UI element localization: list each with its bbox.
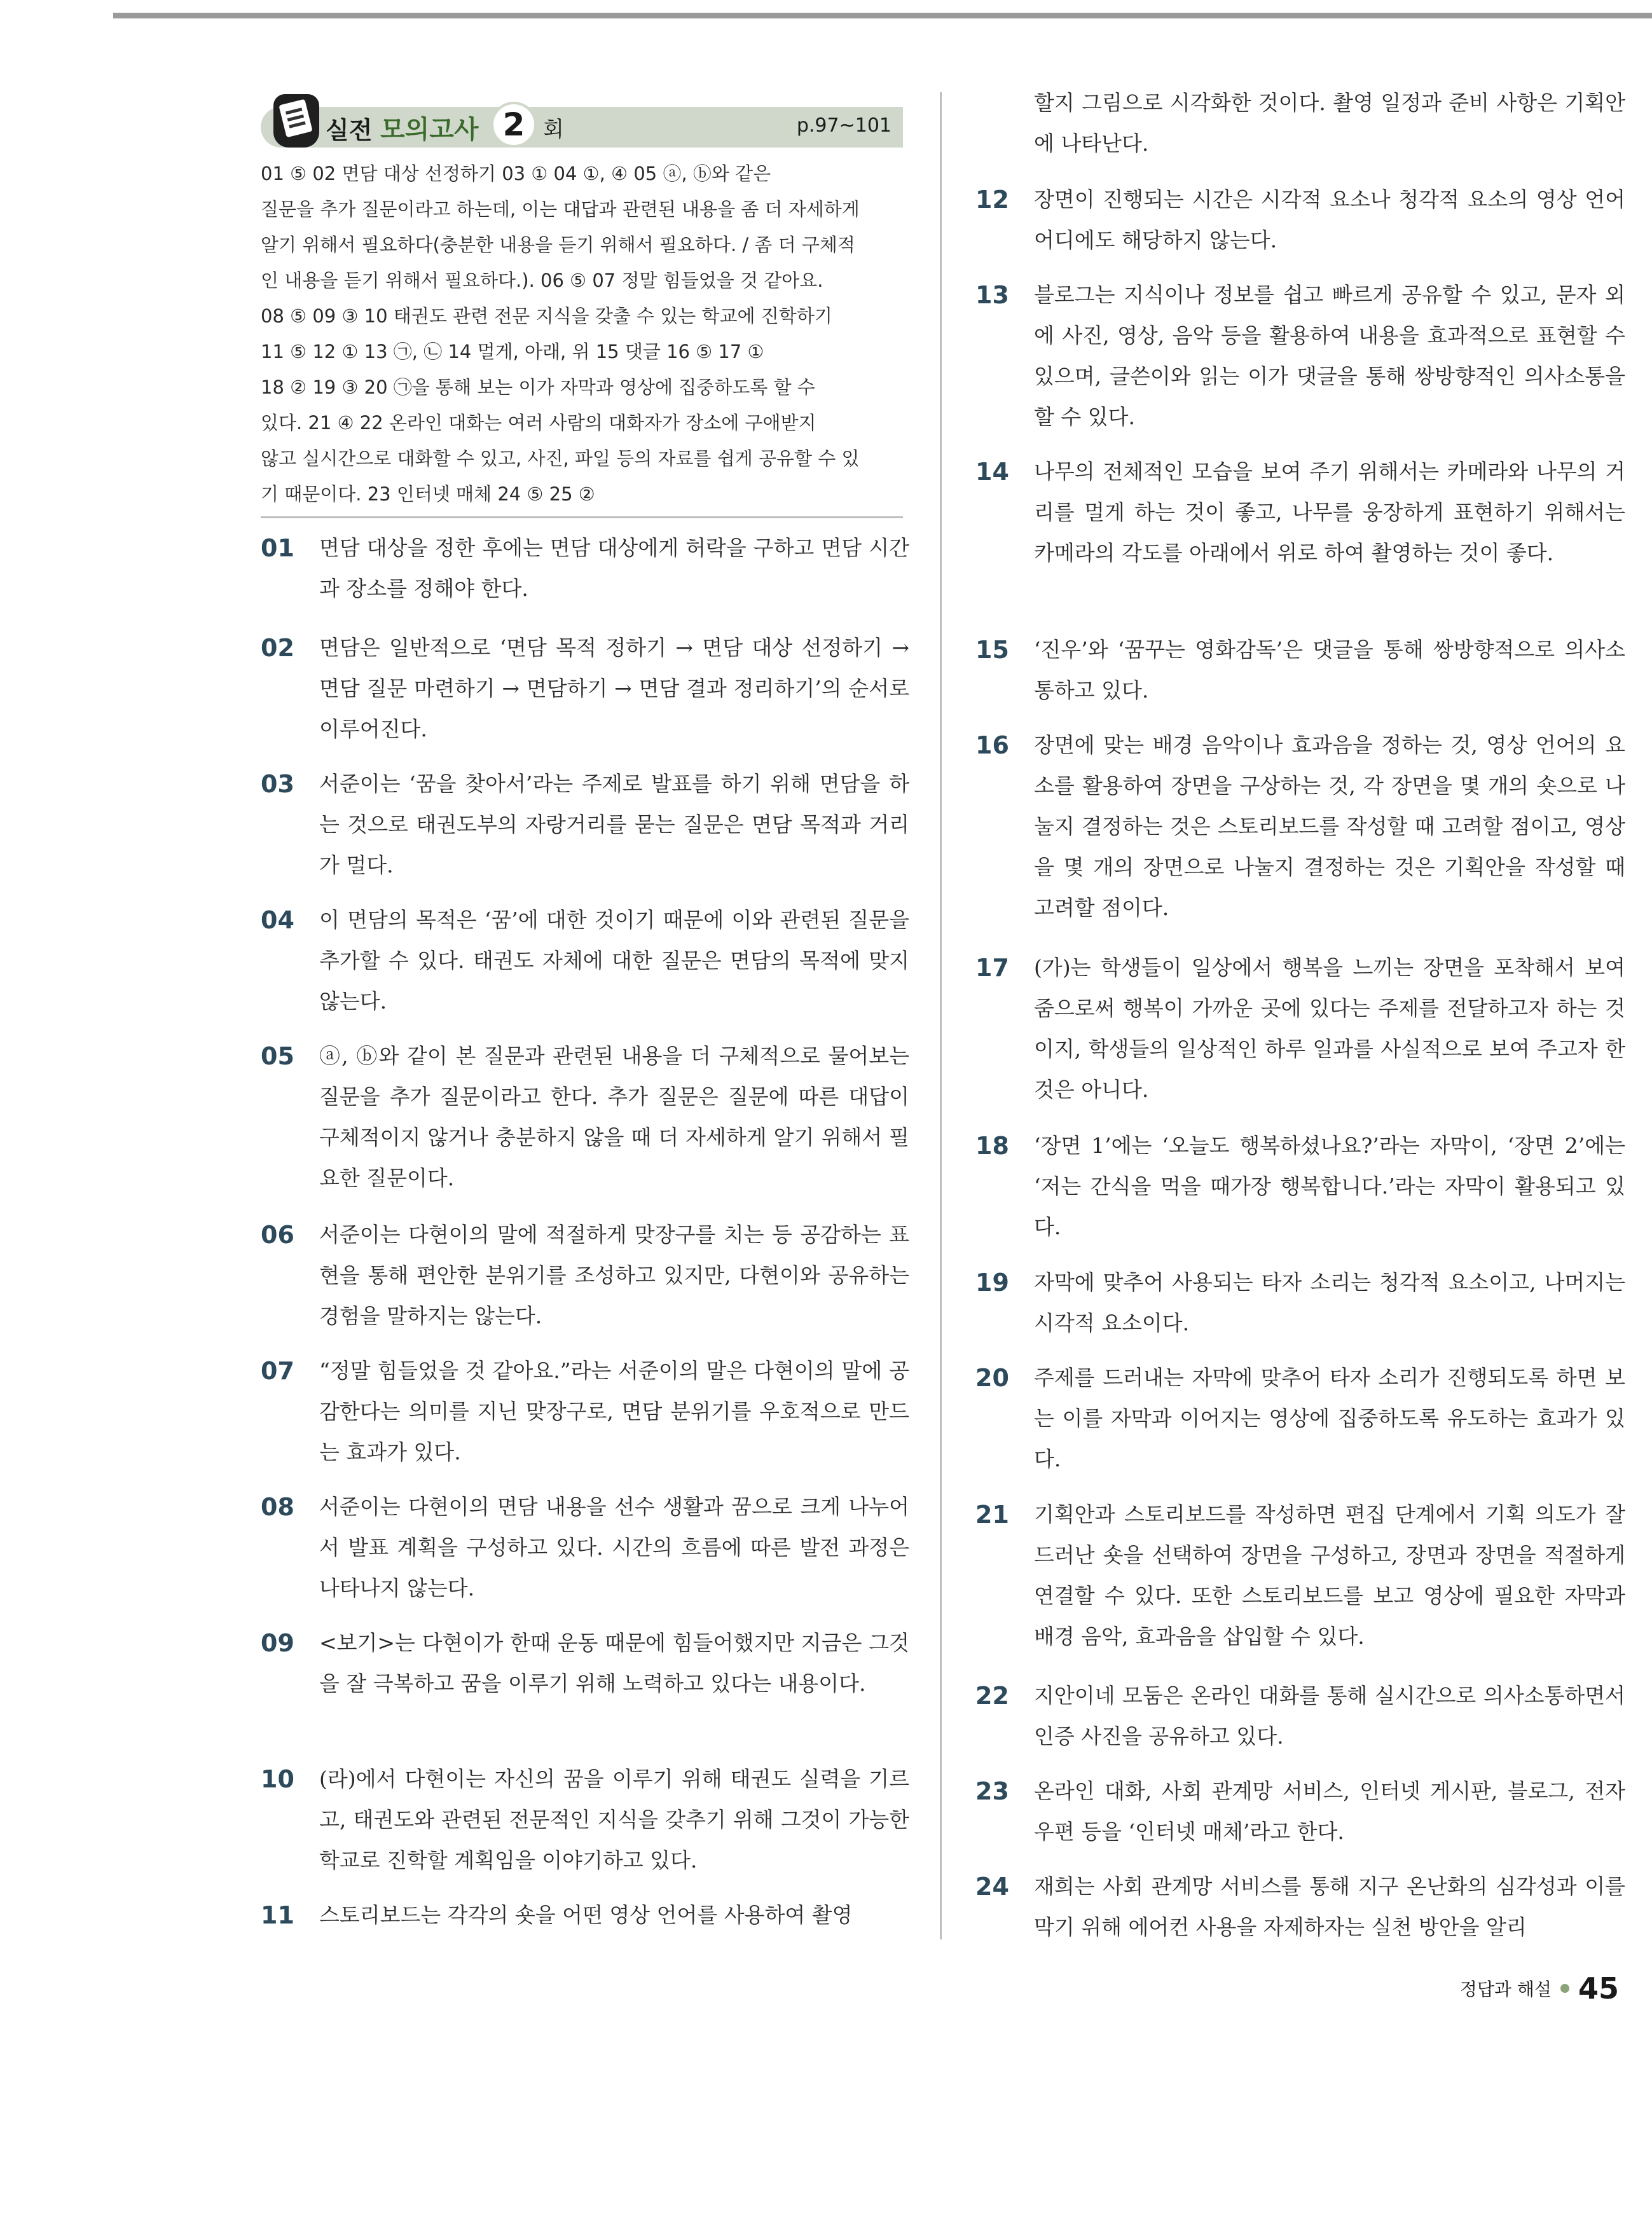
section-banner	[261, 102, 903, 148]
item-number: 13	[975, 281, 1009, 309]
item-number: 21	[975, 1501, 1009, 1529]
item-number: 16	[975, 731, 1009, 759]
item-text: 스토리보드는 각각의 숏을 어떤 영상 언어를 사용하여 촬영	[319, 1903, 853, 1927]
page-number: 45	[1578, 1971, 1619, 2006]
item-number: 12	[975, 186, 1009, 214]
item-number: 15	[975, 636, 1009, 664]
item-number: 06	[261, 1221, 294, 1249]
summary-line: 기 때문이다. 23 인터넷 매체 24 ⑤ 25 ②	[261, 483, 595, 505]
item-text: 나무의 전체적인 모습을 보여 주기 위해서는 카메라와 나무의 거리를 멀게 하는 것이 좋고, 나무를 웅장하게 표현하기 위해서는 카메라의 각도를 아래에서 위로 하여 촬영하는 것이 좋다.	[1034, 459, 1625, 565]
item-number: 09	[261, 1629, 294, 1657]
page-reference: p.97~101	[796, 114, 891, 137]
item-text: 서준이는 다현이의 말에 적절하게 맞장구를 치는 등 공감하는 표현을 통해 편안한 분위기를 조성하고 있지만, 다현이와 공유하는 경험을 말하지는 않는다.	[319, 1222, 909, 1328]
summary-line: 01 ⑤ 02 면담 대상 선정하기 03 ① 04 ①, ④ 05 ⓐ, ⓑ와 같은	[261, 163, 771, 184]
summary-line: 질문을 추가 질문이라고 하는데, 이는 대답과 관련된 내용을 좀 더 자세하게	[261, 198, 860, 220]
item-text: ⓐ, ⓑ와 같이 본 질문과 관련된 내용을 더 구체적으로 물어보는 질문을 추가 질문이라고 한다. 추가 질문은 질문에 따른 대답이 구체적이지 않거나 충분하지 않을 때 더 자세하게 알기 위해서 필요한 질문이다.	[319, 1043, 909, 1190]
item-text: 지안이네 모둠은 온라인 대화를 통해 실시간으로 의사소통하면서 인증 사진을 공유하고 있다.	[1034, 1683, 1625, 1749]
item-number: 02	[261, 634, 294, 662]
item-text: 이 면담의 목적은 ‘꿈’에 대한 것이기 때문에 이와 관련된 질문을 추가할 수 있다. 태권도 자체에 대한 질문은 면담의 목적에 맞지 않는다.	[319, 907, 909, 1014]
item-text: <보기>는 다현이가 한때 운동 때문에 힘들어했지만 지금은 그것을 잘 극복하고 꿈을 이루기 위해 노력하고 있다는 내용이다.	[319, 1630, 909, 1696]
item-text: 면담 대상을 정한 후에는 면담 대상에게 허락을 구하고 면담 시간과 장소를 정해야 한다.	[319, 535, 909, 601]
item-text: 온라인 대화, 사회 관계망 서비스, 인터넷 게시판, 블로그, 전자 우편 등을 ‘인터넷 매체’라고 한다.	[1034, 1779, 1625, 1844]
summary-line: 08 ⑤ 09 ③ 10 태권도 관련 전문 지식을 갖출 수 있는 학교에 진학하기	[261, 305, 832, 327]
checklist-icon	[273, 94, 319, 148]
item-number: 24	[975, 1873, 1009, 1901]
page-footer	[1460, 1971, 1619, 2006]
item-text: 블로그는 지식이나 정보를 쉽고 빠르게 공유할 수 있고, 문자 외에 사진, 영상, 음악 등을 활용하여 내용을 효과적으로 표현할 수 있으며, 글쓴이와 읽는 이가 댓글을 통해 쌍방향적인 의사소통을 할 수 있다.	[1034, 282, 1625, 429]
item-number: 18	[975, 1132, 1009, 1160]
item-number: 01	[261, 534, 294, 562]
summary-line: 18 ② 19 ③ 20 ㉠을 통해 보는 이가 자막과 영상에 집중하도록 할 수	[261, 376, 815, 398]
item-text: 재희는 사회 관계망 서비스를 통해 지구 온난화의 심각성과 이를 막기 위해 에어컨 사용을 자제하자는 실천 방안을 알리	[1034, 1874, 1625, 1939]
summary-line: 인 내용을 듣기 위해서 필요하다.). 06 ⑤ 07 정말 힘들었을 것 같아요.	[261, 270, 823, 291]
item-text: 면담은 일반적으로 ‘면담 목적 정하기 → 면담 대상 선정하기 → 면담 질문 마련하기 → 면담하기 → 면담 결과 정리하기’의 순서로 이루어진다.	[319, 635, 909, 741]
item-number: 11	[261, 1901, 294, 1929]
item-number: 17	[975, 954, 1009, 982]
summary-line: 알기 위해서 필요하다(충분한 내용을 듣기 위해서 필요하다. / 좀 더 구체적	[261, 234, 855, 256]
answer-summary	[261, 156, 903, 512]
item-number: 19	[975, 1269, 1009, 1297]
footer-label: 정답과 해설	[1459, 1979, 1552, 2000]
column-divider	[940, 92, 942, 1939]
item-number: 08	[261, 1493, 294, 1521]
item-number: 04	[261, 906, 294, 934]
top-rule	[113, 13, 1652, 18]
item-number: 03	[261, 770, 294, 798]
item-text: 서준이는 다현이의 면담 내용을 선수 생활과 꿈으로 크게 나누어서 발표 계획을 구성하고 있다. 시간의 흐름에 따른 발전 과정은 나타나지 않는다.	[319, 1494, 909, 1600]
banner-subtitle: 모의고사	[380, 115, 479, 144]
item-number: 05	[261, 1042, 294, 1070]
item-text: 주제를 드러내는 자막에 맞추어 타자 소리가 진행되도록 하면 보는 이를 자막과 이어지는 영상에 집중하도록 유도하는 효과가 있다.	[1034, 1365, 1625, 1471]
item-text: ‘장면 1’에는 ‘오늘도 행복하셨나요?’라는 자막이, ‘장면 2’에는 ‘저는 간식을 먹을 때가장 행복합니다.’라는 자막이 활용되고 있다.	[1034, 1133, 1625, 1239]
item-text: (라)에서 다현이는 자신의 꿈을 이루기 위해 태권도 실력을 기르고, 태권도와 관련된 전문적인 지식을 갖추기 위해 그것이 가능한 학교로 진학할 계획임을 이야기하고 있다.	[319, 1766, 909, 1873]
item-text: (가)는 학생들이 일상에서 행복을 느끼는 장면을 포착해서 보여 줌으로써 행복이 가까운 곳에 있다는 주제를 전달하고자 하는 것이지, 학생들의 일상적인 하루 일과를 사실적으로 보여 주고자 한 것은 아니다.	[1034, 955, 1625, 1102]
item-text: ‘진우’와 ‘꿈꾸는 영화감독’은 댓글을 통해 쌍방향적으로 의사소통하고 있다.	[1034, 637, 1625, 703]
item-number: 14	[975, 458, 1009, 486]
item-text: 장면이 진행되는 시간은 시각적 요소나 청각적 요소의 영상 언어 어디에도 해당하지 않는다.	[1034, 187, 1625, 252]
item-number: 07	[261, 1357, 294, 1385]
summary-line: 11 ⑤ 12 ① 13 ㉠, ㉡ 14 멀게, 아래, 위 15 댓글 16 ⑤ 17 ①	[261, 341, 764, 362]
banner-title: 실전	[326, 116, 373, 144]
summary-divider	[261, 516, 903, 518]
item-text: 장면에 맞는 배경 음악이나 효과음을 정하는 것, 영상 언어의 요소를 활용하여 장면을 구상하는 것, 각 장면을 몇 개의 숏으로 나눌지 결정하는 것은 스토리보드를 작성할 때 고려할 점이고, 영상을 몇 개의 장면으로 나눌지 결정하는 것은 기획안을 작성할 때 고려할 점이다.	[1034, 733, 1625, 920]
item-number: 23	[975, 1777, 1009, 1805]
footer-dot-icon	[1560, 1984, 1569, 1993]
item-text: 서준이는 ‘꿈을 찾아서’라는 주제로 발표를 하기 위해 면담을 하는 것으로 태권도부의 자랑거리를 묻는 질문은 면담 목적과 거리가 멀다.	[319, 771, 909, 878]
item-number: 20	[975, 1364, 1009, 1392]
item-number: 10	[261, 1765, 294, 1793]
item-text: 할지 그림으로 시각화한 것이다. 촬영 일정과 준비 사항은 기획안에 나타난다.	[1034, 90, 1625, 156]
item-text: 자막에 맞추어 사용되는 타자 소리는 청각적 요소이고, 나머지는 시각적 요소이다.	[1034, 1270, 1625, 1335]
item-text: “정말 힘들었을 것 같아요.”라는 서준이의 말은 다현이의 말에 공감한다는 의미를 지닌 맞장구로, 면담 분위기를 우호적으로 만드는 효과가 있다.	[319, 1358, 909, 1464]
summary-line: 있다. 21 ④ 22 온라인 대화는 여러 사람의 대화자가 장소에 구애받지	[261, 412, 816, 434]
exam-suffix: 회	[543, 117, 564, 142]
exam-number: 2	[491, 102, 537, 148]
item-number: 22	[975, 1682, 1009, 1710]
item-text: 기획안과 스토리보드를 작성하면 편집 단계에서 기획 의도가 잘 드러난 숏을 선택하여 장면을 구성하고, 장면과 장면을 적절하게 연결할 수 있다. 또한 스토리보드를 보고 영상에 필요한 자막과 배경 음악, 효과음을 삽입할 수 있다.	[1034, 1502, 1625, 1649]
summary-line: 않고 실시간으로 대화할 수 있고, 사진, 파일 등의 자료를 쉽게 공유할 수 있	[261, 448, 860, 469]
